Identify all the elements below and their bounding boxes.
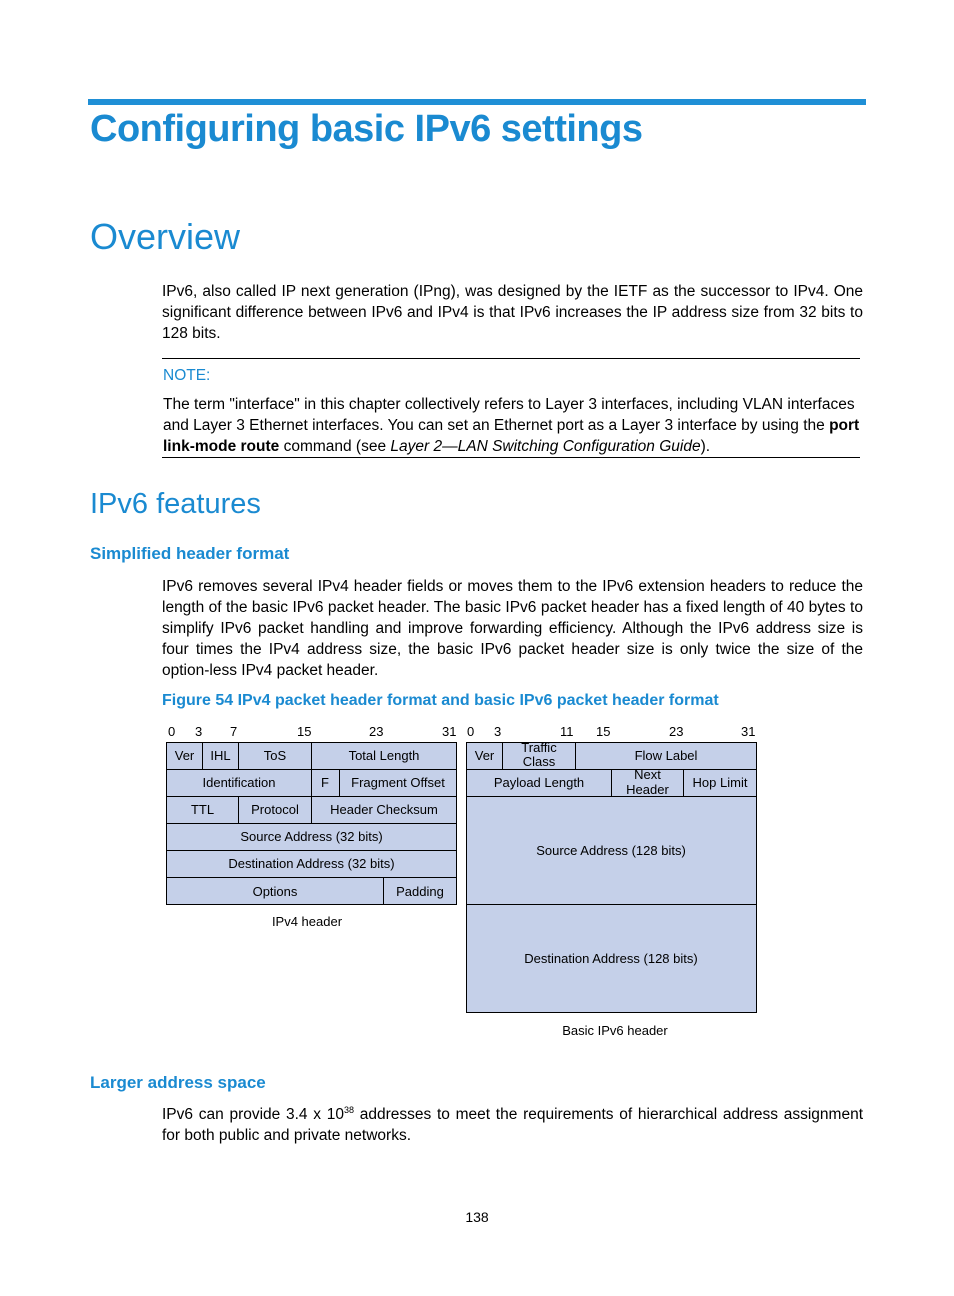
- ipv4-field-header-checksum: Header Checksum: [330, 802, 438, 817]
- ipv6-field-next-header-line2: Header: [626, 782, 669, 797]
- ipv6-field-traffic-class-line2: Class: [522, 754, 556, 769]
- simplified-header-paragraph: IPv6 removes several IPv4 header fields or moves them to the IPv6 extension headers to reduce the length of the basic IPv6 packet header. The basic IPv6 packet header has a fixed length of 40 bytes to simplify IPv6 packet handling and improve forwarding efficiency. Although the IPv6 address size is four times the IPv4 address size, the basic IPv6 packet header size is only twice the size of the option-less IPv4 packet header.: [162, 578, 863, 679]
- overview-paragraph: IPv6, also called IP next generation (IPng), was designed by the IETF as the successor to IPv4. One significant difference between IPv6 and IPv4 is that IPv6 increases the IP address size from 32 bits to 128 bits.: [162, 283, 863, 342]
- ipv4-field-tos: ToS: [263, 748, 287, 763]
- simplified-header-heading: Simplified header format: [90, 544, 290, 563]
- ipv4-field-flags: F: [321, 775, 329, 790]
- larger-text-after: addresses to meet the requirements of hierarchical address assignment for both public and private networks.: [162, 1106, 864, 1144]
- ipv6-bit-labels: [467, 724, 755, 739]
- ipv6-field-ver: Ver: [474, 748, 495, 763]
- ipv6-bit-label: 0: [467, 724, 475, 739]
- ipv4-bit-label: 7: [230, 724, 238, 739]
- larger-text-before: IPv6 can provide 3.4 x 10: [162, 1106, 344, 1123]
- ipv6-header-label: Basic IPv6 header: [562, 1023, 668, 1038]
- ipv6-field-flow-label: Flow Label: [634, 748, 698, 763]
- ipv6-features-heading: IPv6 features: [90, 488, 261, 520]
- ipv4-field-total-length: Total Length: [348, 748, 420, 763]
- ipv6-field-source-address: Source Address (128 bits): [536, 843, 686, 858]
- ipv4-bit-label: 3: [195, 724, 203, 739]
- page-number: 138: [465, 1209, 489, 1225]
- ipv6-bit-label: 11: [560, 724, 574, 739]
- ipv4-bit-label: 15: [297, 724, 312, 739]
- larger-address-space-paragraph: [162, 1104, 863, 1146]
- ipv4-field-protocol: Protocol: [251, 802, 299, 817]
- ipv6-field-destination-address: Destination Address (128 bits): [524, 951, 698, 966]
- ipv6-bit-label: 23: [669, 724, 684, 739]
- ipv4-field-options: Options: [252, 884, 298, 899]
- note-guide-reference: Layer 2—LAN Switching Configuration Guide: [390, 438, 701, 455]
- ipv4-field-ver: Ver: [174, 748, 195, 763]
- ipv6-bit-label: 31: [741, 724, 756, 739]
- ipv6-row-1: [467, 743, 757, 770]
- ipv4-bit-label: 31: [442, 724, 457, 739]
- ipv6-field-payload-length: Payload Length: [493, 775, 585, 790]
- chapter-title: Configuring basic IPv6 settings: [90, 108, 643, 150]
- figure-caption: Figure 54 IPv4 packet header format and basic IPv6 packet header format: [162, 692, 719, 709]
- ipv6-field-traffic-class-line1: Traffic: [521, 740, 557, 755]
- ipv6-bit-label: 3: [494, 724, 502, 739]
- overview-heading: Overview: [90, 216, 241, 257]
- ipv4-field-ttl: TTL: [190, 802, 215, 817]
- ipv4-field-destination-address: Destination Address (32 bits): [228, 856, 395, 871]
- ipv4-bit-labels: [168, 724, 456, 739]
- note-text-part2: command (see: [279, 438, 391, 455]
- ipv4-field-ihl: IHL: [210, 748, 231, 763]
- ipv4-field-padding: Padding: [396, 884, 444, 899]
- ipv4-bit-label: 0: [168, 724, 176, 739]
- note-label: NOTE:: [163, 367, 211, 384]
- ipv6-field-hop-limit: Hop Limit: [692, 775, 748, 790]
- ipv4-field-identification: Identification: [202, 775, 276, 790]
- note-text-part1: The term "interface" in this chapter collectively refers to Layer 3 interfaces, including VLAN interfaces and Layer 3 Ethernet interfaces. You can set an Ethernet port as a Layer 3 interface by using the: [163, 396, 855, 434]
- larger-exponent: 38: [344, 1104, 355, 1115]
- ipv4-field-source-address: Source Address (32 bits): [240, 829, 383, 844]
- ipv4-header-label: IPv4 header: [271, 914, 343, 929]
- larger-address-space-heading: Larger address space: [90, 1073, 266, 1092]
- note-command: port link-mode route: [163, 417, 860, 455]
- ipv4-field-fragment-offset: Fragment Offset: [351, 775, 445, 790]
- ipv6-field-next-header-line1: Next: [634, 767, 661, 782]
- ipv6-bit-label: 15: [596, 724, 611, 739]
- note-text-part3: ).: [700, 438, 711, 455]
- ipv4-bit-label: 23: [369, 724, 384, 739]
